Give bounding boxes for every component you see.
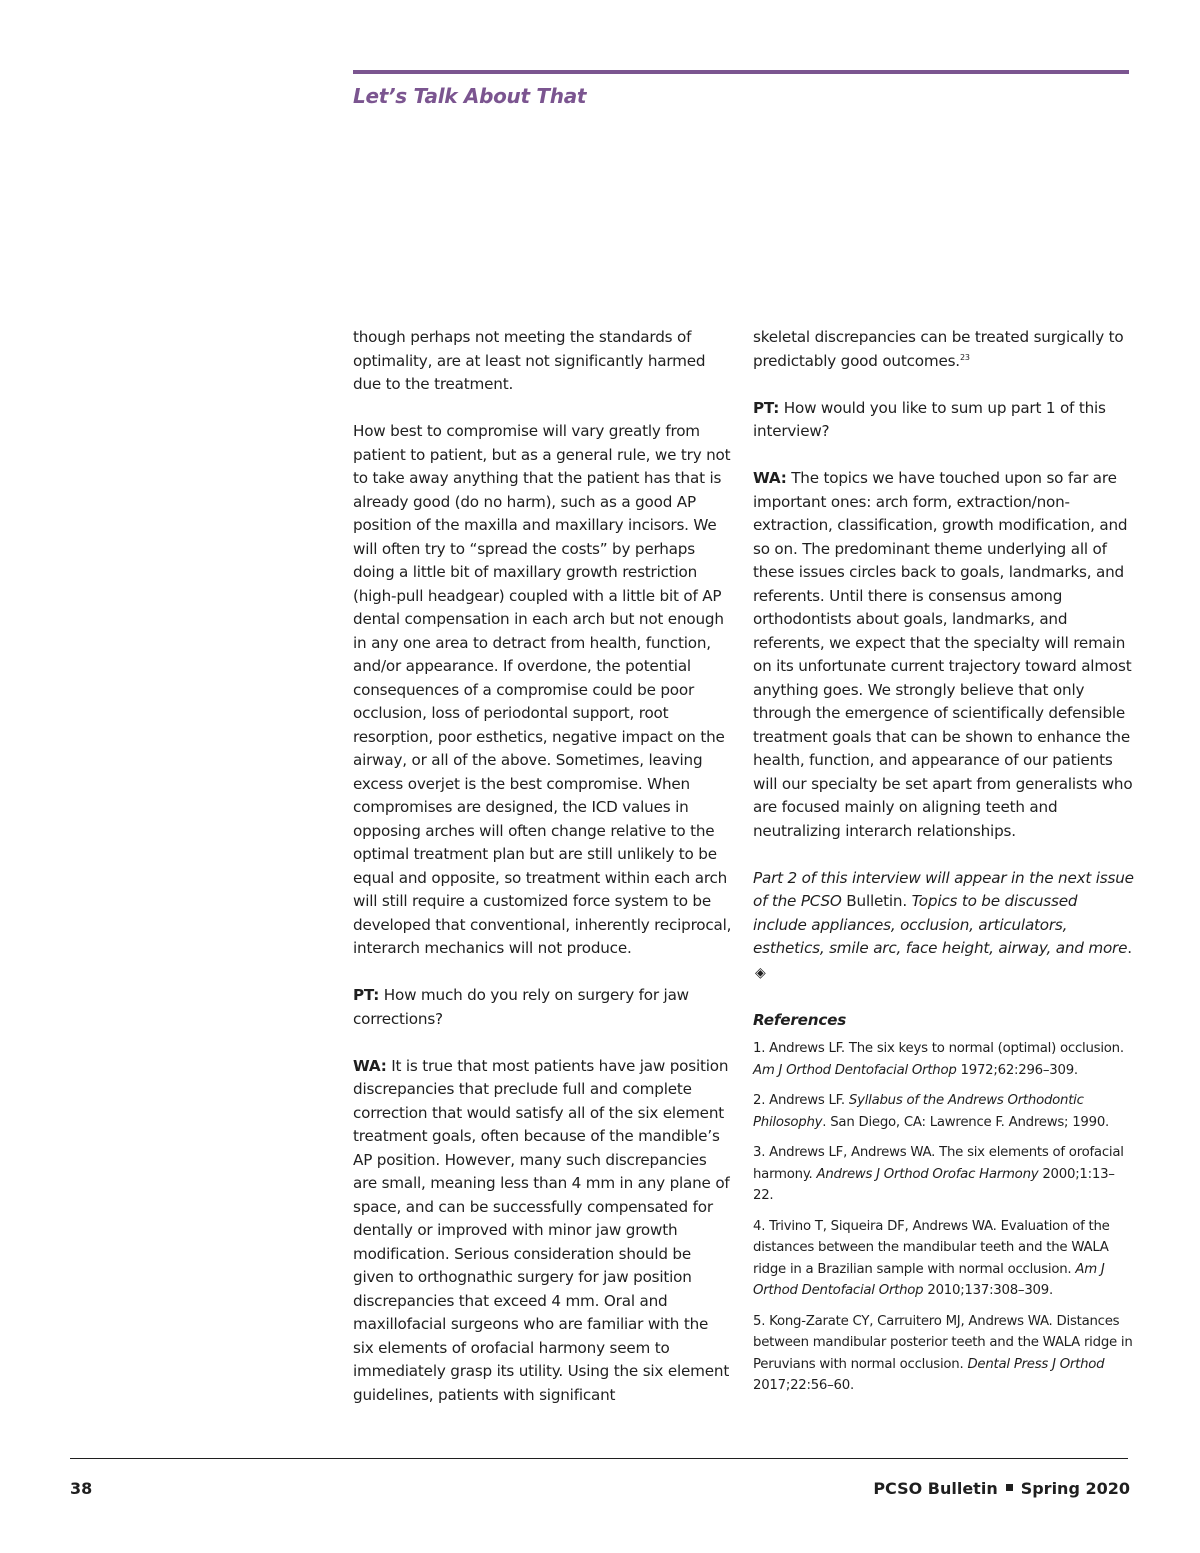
reference-text: 2017;22:56–60. bbox=[753, 1378, 854, 1393]
reference-text: 1972;62:296–309. bbox=[956, 1062, 1078, 1078]
journal-title: Am J Orthod Dentofacial Orthop bbox=[753, 1062, 957, 1078]
journal-title: Dental Press J Orthod bbox=[967, 1356, 1105, 1372]
interview-answer bbox=[753, 467, 1135, 843]
reference-item bbox=[753, 1038, 1135, 1081]
issue-date: Spring 2020 bbox=[1020, 1479, 1130, 1498]
reference-text: 1. Andrews LF. The six keys to normal (optimal) occlusion. bbox=[753, 1041, 1124, 1056]
separator-square-icon bbox=[1006, 1484, 1013, 1491]
speaker-label: PT: bbox=[753, 398, 780, 417]
page-number: 38 bbox=[70, 1479, 93, 1498]
reference-text: 2000;1:13–22. bbox=[753, 1166, 1115, 1203]
reference-item bbox=[753, 1216, 1135, 1302]
publication-name: PCSO Bulletin bbox=[873, 1479, 998, 1498]
answer-text: It is true that most patients have jaw position discrepancies that preclude full and complete correction that would satisfy all of the six element treatment goals, often because of the mandible’s AP position. However, many such discrepancies are small, meaning less than 4 mm in any plane of space, and can be successfully compensated for dentally or improved with minor jaw growth modification. Serious consideration should be given to orthognathic surgery for jaw position discrepancies that exceed 4 mm. Oral and maxillofacial surgeons who are familiar with the six elements of orofacial harmony seem to immediately grasp its utility. Using the six element guidelines, patients with significant bbox=[353, 1056, 730, 1404]
reference-item bbox=[753, 1090, 1135, 1133]
paragraph: How best to compromise will vary greatly from patient to patient, but as a general rule, we try not to take away anything that the patient has that is already good (do no harm), such as a good AP position of the maxilla and maxillary incisors. We will often try to “spread the costs” by perhaps doing a little bit of maxillary growth restriction (high-pull headgear) coupled with a little bit of AP dental compensation in each arch but not enough in any one area to detract from health, function, and/or appearance. If overdone, the potential consequences of a compromise could be poor occlusion, loss of periodontal support, root resorption, poor esthetics, negative impact on the airway, or all of the above. Sometimes, leaving excess overjet is the best compromise. When compromises are designed, the ICD values in opposing arches will often change relative to the optimal treatment plan but are still unlikely to be equal and opposite, so treatment within each arch will still require a customized force system to be developed that conventional, inherently reciprocal, interarch mechanics will not produce. bbox=[353, 422, 732, 957]
interview-question bbox=[753, 397, 1135, 444]
reference-text: 2. Andrews LF. bbox=[753, 1093, 849, 1108]
reference-text: 3. Andrews LF, Andrews WA. The six elements of orofacial harmony. bbox=[753, 1145, 1124, 1182]
paragraph bbox=[753, 326, 1135, 373]
right-column bbox=[753, 326, 1135, 1406]
paragraph: though perhaps not meeting the standards of optimality, are at least not significantly harmed due to the treatment. bbox=[353, 328, 706, 393]
footer-rule bbox=[70, 1458, 1128, 1459]
section-title: Let’s Talk About That bbox=[353, 84, 587, 108]
journal-title: Andrews J Orthod Orofac Harmony bbox=[816, 1166, 1039, 1182]
references-list bbox=[753, 1038, 1135, 1397]
journal-title: Am J Orthod Dentofacial Orthop bbox=[753, 1261, 1105, 1298]
speaker-label: WA: bbox=[753, 469, 787, 487]
reference-text: 2010;137:308–309. bbox=[923, 1283, 1053, 1298]
continuation-note bbox=[753, 867, 1135, 986]
reference-superscript: 23 bbox=[959, 352, 970, 362]
reference-item bbox=[753, 1311, 1135, 1397]
note-text: Topics to be discussed include appliances, occlusion, articulators, esthetics, smile arc, face height, airway, and more bbox=[753, 892, 1128, 957]
speaker-label: WA: bbox=[353, 1056, 387, 1075]
reference-text: . San Diego, CA: Lawrence F. Andrews; 1990. bbox=[822, 1114, 1110, 1130]
speaker-label: PT: bbox=[353, 986, 380, 1004]
header-rule bbox=[353, 70, 1129, 74]
note-text: Part 2 of this interview will appear in the next issue of the PCSO bbox=[753, 868, 1134, 910]
end-mark-icon: ◈ bbox=[755, 964, 766, 981]
reference-item bbox=[753, 1142, 1135, 1207]
publication-info bbox=[873, 1479, 1130, 1498]
note-text: . bbox=[1127, 939, 1132, 957]
reference-text: 4. Trivino T, Siqueira DF, Andrews WA. Evaluation of the distances between the mandibular teeth and the WALA ridge in a Brazilian sample with normal occlusion. bbox=[753, 1218, 1110, 1277]
journal-title: Syllabus of the Andrews Orthodontic Philosophy bbox=[753, 1093, 1084, 1130]
reference-text: 5. Kong-Zarate CY, Carruitero MJ, Andrews WA. Distances between mandibular posterior teeth and the WALA ridge in Peruvians with normal occlusion. bbox=[753, 1313, 1133, 1372]
paragraph-text: skeletal discrepancies can be treated surgically to predictably good outcomes. bbox=[753, 328, 1124, 370]
references-heading: References bbox=[753, 1010, 847, 1029]
note-text: Bulletin. bbox=[841, 892, 912, 910]
question-text: How much do you rely on surgery for jaw corrections? bbox=[353, 986, 689, 1028]
interview-question bbox=[353, 984, 733, 1031]
question-text: How would you like to sum up part 1 of this interview? bbox=[753, 398, 1106, 440]
left-column bbox=[353, 326, 733, 1431]
answer-text: The topics we have touched upon so far are important ones: arch form, extraction/non-extraction, classification, growth modification, and so on. The predominant theme underlying all of these issues circles back to goals, landmarks, and referents. Until there is consensus among orthodontists about goals, landmarks, and referents, we expect that the specialty will remain on its unfortunate current trajectory toward almost anything goes. We strongly believe that only through the emergence of scientifically defensible treatment goals that can be shown to enhance the health, function, and appearance of our patients will our specialty be set apart from generalists who are focused mainly on aligning teeth and neutralizing interarch relationships. bbox=[753, 469, 1133, 840]
interview-answer bbox=[353, 1055, 733, 1408]
